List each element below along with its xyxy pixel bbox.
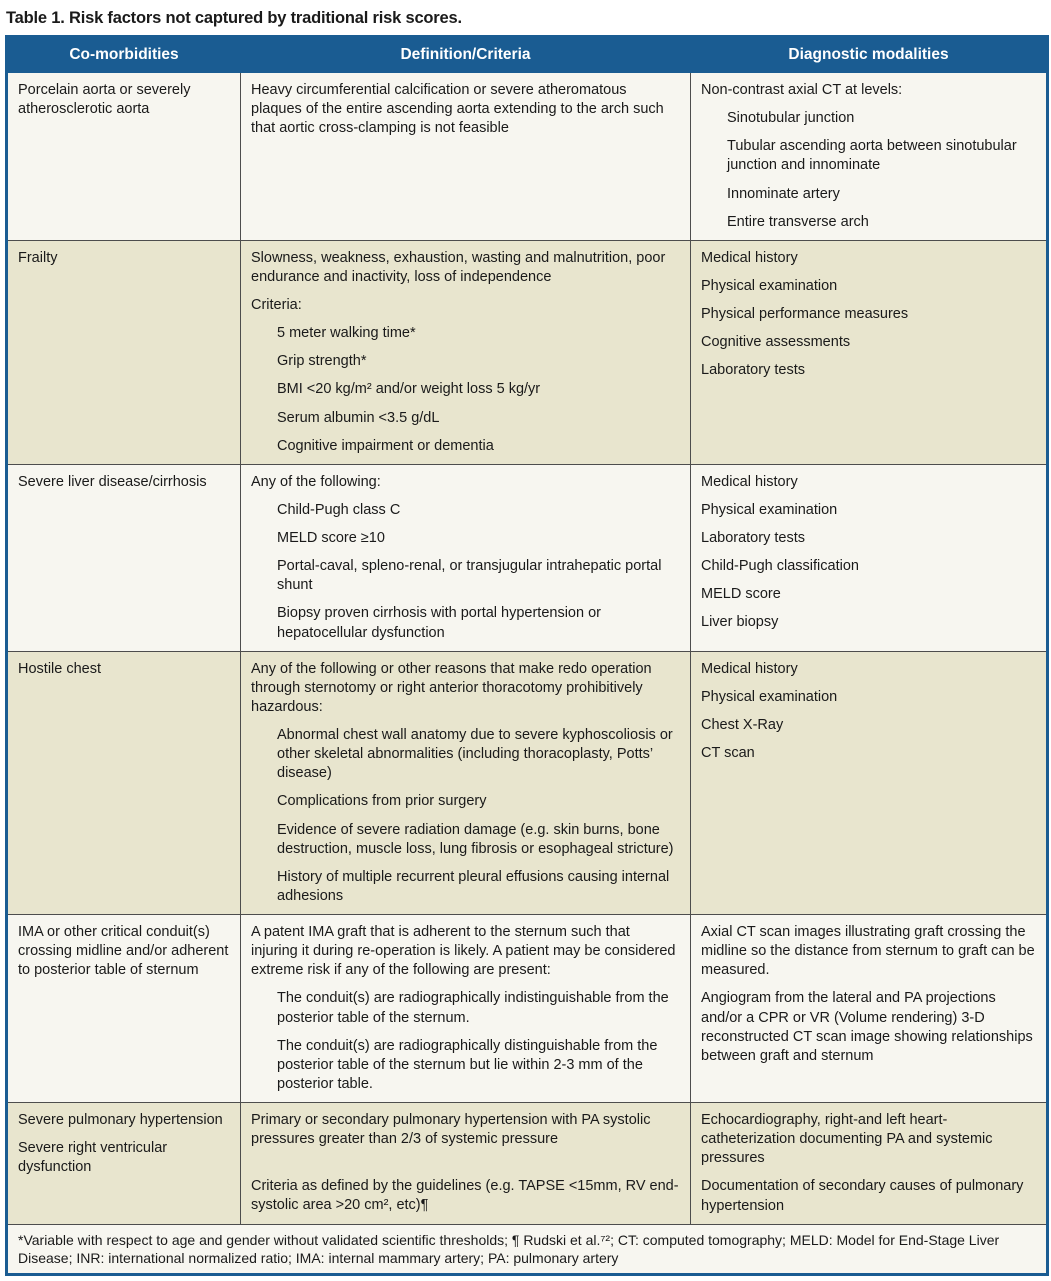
cell-paragraph: Severe right ventricular dysfunction <box>18 1140 168 1176</box>
cell-paragraph: Medical history <box>701 473 798 490</box>
diagnostic-modalities-cell <box>691 73 1048 241</box>
cell-paragraph: Chest X-Ray <box>701 716 784 733</box>
table-row <box>7 915 1048 1103</box>
table-row <box>7 1103 1048 1225</box>
cell-paragraph: MELD score ≥10 <box>277 530 385 546</box>
cell-paragraph: Axial CT scan images illustrating graft crossing the midline so the distance from sternum to graft can be measured. <box>701 924 1035 979</box>
cell-paragraph: Criteria: <box>251 297 302 313</box>
cell-paragraph: Heavy circumferential calcification or severe atheromatous plaques of the entire ascending aorta extending to the arch such that aortic cross-clamping is not feasible <box>251 82 664 137</box>
cell-paragraph: Serum albumin <3.5 g/dL <box>277 409 440 426</box>
cell-paragraph: Non-contrast axial CT at levels: <box>701 82 903 98</box>
cell-paragraph: Cognitive impairment or dementia <box>277 437 494 454</box>
cell-paragraph: MELD score <box>701 586 781 603</box>
cell-paragraph: Abnormal chest wall anatomy due to severe kyphoscoliosis or other skeletal abnormalities (including thoracoplasty, Potts’ disease) <box>277 727 673 782</box>
cell-paragraph: Physical examination <box>701 277 838 294</box>
table-row <box>7 73 1048 241</box>
comorbidity-cell <box>7 464 241 651</box>
cell-paragraph: Severe pulmonary hypertension <box>18 1112 223 1128</box>
header-diagnostic-modalities: Diagnostic modalities <box>691 37 1048 73</box>
cell-paragraph: Liver biopsy <box>701 614 779 631</box>
diagnostic-modalities-cell <box>691 651 1048 914</box>
cell-paragraph: Any of the following or other reasons that make redo operation through sternotomy or right anterior thoracotomy prohibitively hazardous: <box>251 660 652 715</box>
cell-paragraph: Porcelain aorta or severely atherosclerotic aorta <box>18 82 191 118</box>
table-row <box>7 240 1048 464</box>
table-row <box>7 651 1048 914</box>
header-definition-criteria: Definition/Criteria <box>241 37 691 73</box>
cell-paragraph: Tubular ascending aorta between sinotubular junction and innominate <box>727 138 1017 174</box>
footnote-text: *Variable with respect to age and gender without validated scientific thresholds; ¶ Rudski et al.⁷²; CT: computed tomography; MELD: Model for End-Stage Liver Disease; INR: international normalized ratio; IMA: internal mammary artery; PA: pulmonary artery <box>7 1224 1048 1274</box>
table-footer <box>7 1224 1048 1274</box>
definition-criteria-cell <box>241 464 691 651</box>
cell-paragraph: Echocardiography, right-and left heart-catheterization documenting PA and systemic pressures <box>701 1112 993 1167</box>
comorbidity-cell <box>7 915 241 1103</box>
comorbidity-cell <box>7 73 241 241</box>
footnote-row <box>7 1224 1048 1274</box>
cell-paragraph: IMA or other critical conduit(s) crossing midline and/or adherent to posterior table of sternum <box>18 924 229 979</box>
cell-paragraph: Entire transverse arch <box>727 213 869 230</box>
cell-paragraph: Biopsy proven cirrhosis with portal hypertension or hepatocellular dysfunction <box>277 605 601 641</box>
cell-paragraph: Angiogram from the lateral and PA projections and/or a CPR or VR (Volume rendering) 3-D reconstructed CT scan image showing relationships between graft and sternum <box>701 990 1033 1064</box>
definition-criteria-cell <box>241 240 691 464</box>
cell-paragraph: Documentation of secondary causes of pulmonary hypertension <box>701 1178 1024 1214</box>
comorbidity-cell <box>7 240 241 464</box>
table-body <box>7 73 1048 1225</box>
cell-paragraph: The conduit(s) are radiographically indistinguishable from the posterior table of the sternum. <box>277 990 669 1026</box>
cell-paragraph: Laboratory tests <box>701 530 805 546</box>
cell-paragraph: Physical examination <box>701 501 838 518</box>
cell-paragraph: Child-Pugh class C <box>277 501 401 518</box>
cell-paragraph: 5 meter walking time* <box>277 325 416 342</box>
cell-paragraph: Slowness, weakness, exhaustion, wasting and malnutrition, poor endurance and inactivity, loss of independence <box>251 249 666 285</box>
risk-factors-table <box>5 35 1049 1276</box>
cell-paragraph: Innominate artery <box>727 185 840 202</box>
diagnostic-modalities-cell <box>691 1103 1048 1225</box>
cell-paragraph: A patent IMA graft that is adherent to the sternum such that injuring it during re-operation is likely. A patient may be considered extreme risk if any of the following are present: <box>251 924 676 979</box>
cell-paragraph: Physical performance measures <box>701 306 909 322</box>
cell-paragraph: Primary or secondary pulmonary hypertension with PA systolic pressures greater than 2/3 of systemic pressure <box>251 1112 651 1148</box>
definition-criteria-cell <box>241 73 691 241</box>
cell-paragraph: Frailty <box>18 249 58 266</box>
header-row <box>7 37 1048 73</box>
cell-paragraph: BMI <20 kg/m² and/or weight loss 5 kg/yr <box>277 381 541 398</box>
cell-paragraph: Medical history <box>701 249 798 266</box>
cell-paragraph: Portal-caval, spleno-renal, or transjugular intrahepatic portal shunt <box>277 558 662 594</box>
definition-criteria-cell <box>241 1103 691 1225</box>
cell-paragraph: Child-Pugh classification <box>701 558 859 575</box>
diagnostic-modalities-cell <box>691 240 1048 464</box>
cell-paragraph: Criteria as defined by the guidelines (e.g. TAPSE <15mm, RV end-systolic area >20 cm², etc)¶ <box>251 1178 679 1214</box>
cell-paragraph: Evidence of severe radiation damage (e.g. skin burns, bone destruction, muscle loss, lung fibrosis or esophageal stricture) <box>277 821 674 857</box>
header-comorbidities: Co-morbidities <box>7 37 241 73</box>
cell-paragraph: CT scan <box>701 745 755 761</box>
cell-paragraph: Physical examination <box>701 688 838 705</box>
cell-paragraph: Cognitive assessments <box>701 334 851 351</box>
cell-paragraph: History of multiple recurrent pleural effusions causing internal adhesions <box>277 868 670 904</box>
table-row <box>7 464 1048 651</box>
cell-paragraph: Hostile chest <box>18 660 102 677</box>
cell-paragraph: Medical history <box>701 660 798 677</box>
cell-paragraph: Grip strength* <box>277 353 367 370</box>
cell-paragraph: Sinotubular junction <box>727 110 855 127</box>
comorbidity-cell <box>7 651 241 914</box>
table-header <box>7 37 1048 73</box>
comorbidity-cell <box>7 1103 241 1225</box>
cell-paragraph: The conduit(s) are radiographically distinguishable from the posterior table of the sternum but lie within 2-3 mm of the posterior table. <box>277 1037 658 1092</box>
definition-criteria-cell <box>241 651 691 914</box>
cell-paragraph: Severe liver disease/cirrhosis <box>18 473 207 490</box>
diagnostic-modalities-cell <box>691 915 1048 1103</box>
cell-paragraph: Any of the following: <box>251 473 381 490</box>
cell-paragraph: Complications from prior surgery <box>277 793 487 810</box>
cell-paragraph: Laboratory tests <box>701 362 805 379</box>
table-title: Table 1. Risk factors not captured by traditional risk scores. <box>6 9 462 27</box>
diagnostic-modalities-cell <box>691 464 1048 651</box>
definition-criteria-cell <box>241 915 691 1103</box>
